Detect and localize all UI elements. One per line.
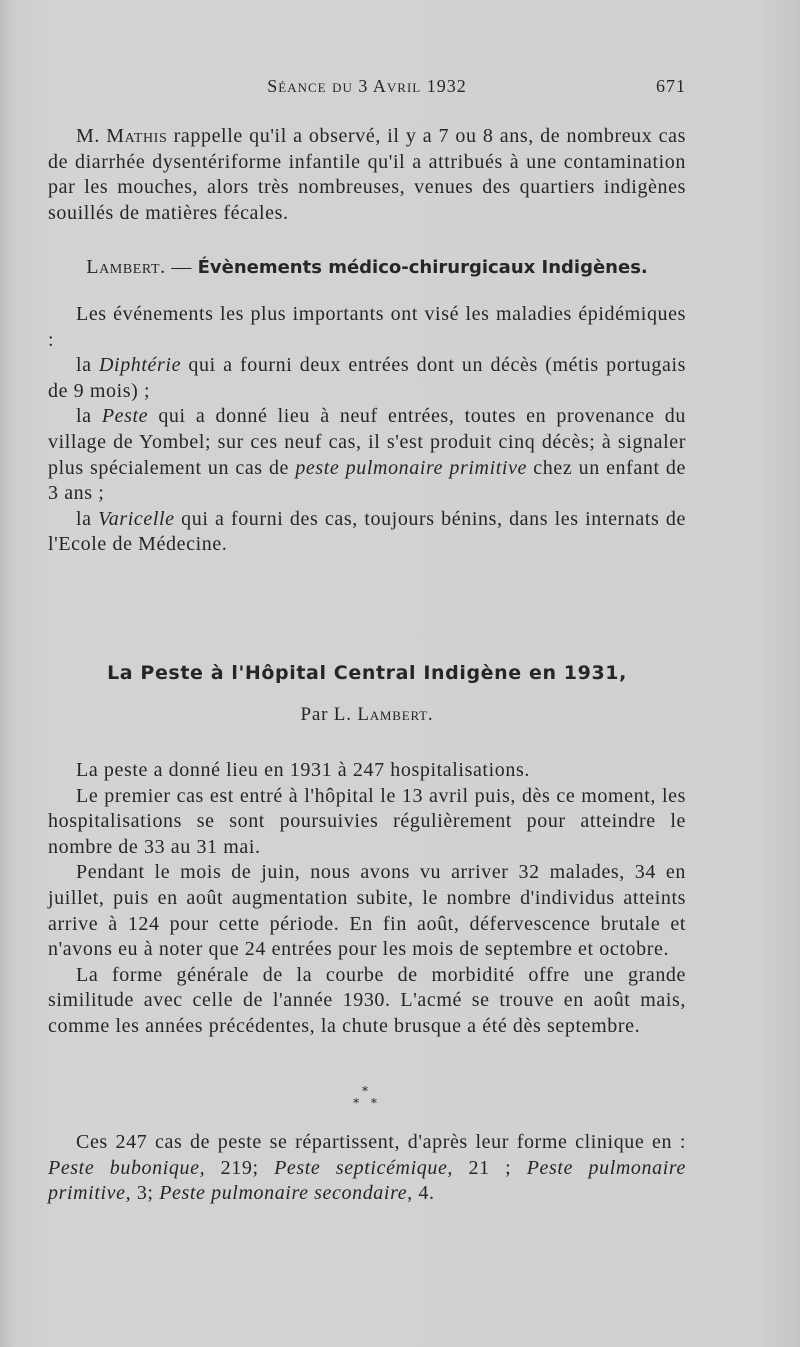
section-separator: * * * [353,1084,381,1110]
article-p4: La forme générale de la courbe de morbidité offre une grande similitude avec celle de l'année 1930. L'acmé se trouve en août mais, comme les années précédentes, la chute brusque a été dès septembre. [48,963,686,1037]
events-section [48,302,686,558]
article-p3: Pendant le mois de juin, nous avons vu arriver 32 malades, 34 en juillet, puis en août augmentation subite, le nombre d'individus atteints arrive à 124 pour cette période. En fin août, défervescence brutale et n'avons eu à noter que 24 entrées pour les mois de septembre et octobre. [48,861,686,961]
events-diphtheria: la Diphtérie qui a fourni deux entrées dont un décès (métis portugais de 9 mois) ; [48,354,687,402]
author-mathis: M. Mathis [76,125,168,147]
running-header [48,76,686,102]
article-p5: Ces 247 cas de peste se répartissent, d'après leur forme clinique en : Peste bubonique, 219; Peste septicémique, 21 ; Peste pulmonaire primitive, 3; Peste pulmonaire secondaire, 4. [48,1131,686,1205]
article-title: La Peste à l'Hôpital Central Indigène en 1931, [107,662,627,684]
article-p1: La peste a donné lieu en 1931 à 247 hospitalisations. [76,759,530,781]
section-title: Évènements médico-chirurgicaux Indigènes. [197,257,648,278]
heading-dash: — [165,256,198,278]
mathis-text: rappelle qu'il a observé, il y a 7 ou 8 ans, de nombreux cas de diarrhée dysentériforme infantile qu'il a attribués à une contamination par les mouches, alors très nombreuses, venues des quartiers indigènes souillés de matières fécales. [48,125,687,224]
author-lambert: Lambert. [86,256,166,278]
running-title: Séance du 3 Avril 1932 [267,76,467,96]
article-p2: Le premier cas est entré à l'hôpital le 13 avril puis, dès ce moment, les hospitalisations se sont poursuivies régulièrement pour atteindre le nombre de 33 au 31 mai. [48,784,686,858]
events-plague: la Peste qui a donné lieu à neuf entrées, toutes en provenance du village de Yombel; sur ces neuf cas, il s'est produit cinq décès; à signaler plus spécialement un cas de peste pulmonaire primitive chez un enfant de 3 ans ; [48,405,686,505]
page-number: 671 [656,76,686,96]
events-intro: Les événements les plus importants ont visé les maladies épidémiques : [48,303,686,351]
article-byline: Par L. Lambert. [300,704,434,725]
events-varicella: la Varicelle qui a fourni des cas, toujours bénins, dans les internats de l'Ecole de Médecine. [48,507,686,556]
article-body [48,758,686,1040]
section-heading-lambert [48,256,686,279]
mathis-paragraph [48,124,686,226]
